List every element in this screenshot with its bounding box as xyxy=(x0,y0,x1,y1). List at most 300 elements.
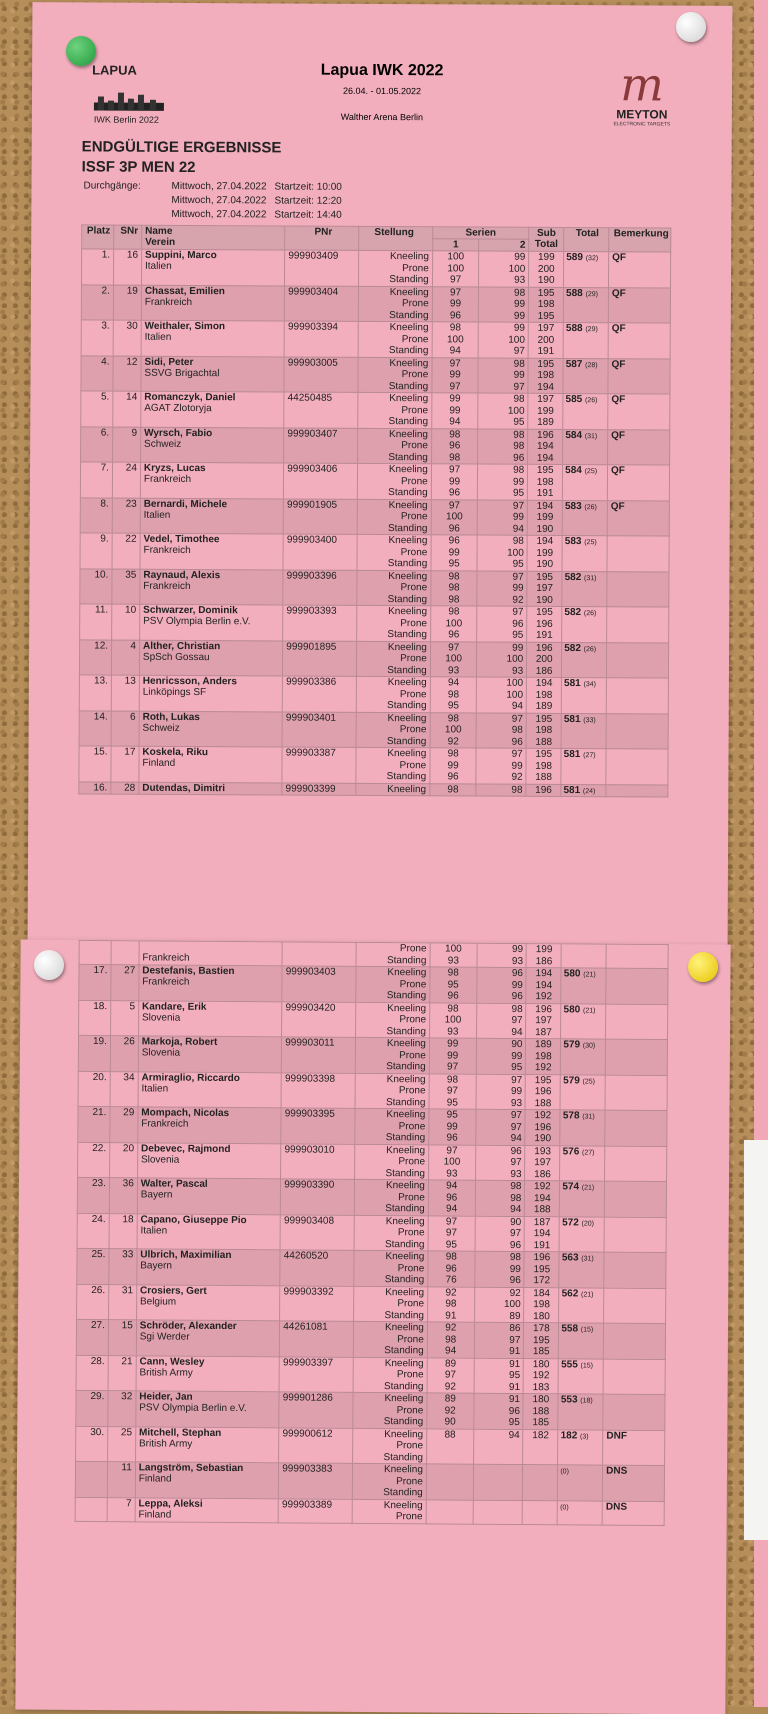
sub-value: 190 xyxy=(528,523,562,535)
cell-pnr: 999903393 xyxy=(283,605,357,641)
pos-value: Prone xyxy=(355,1120,425,1132)
cell-pos xyxy=(352,1499,426,1524)
cell-name xyxy=(135,1462,279,1499)
cell-s2 xyxy=(474,1358,524,1394)
pos-value: Kneeling xyxy=(357,748,427,760)
pos-value: Kneeling xyxy=(356,1038,426,1050)
table-row xyxy=(81,391,670,430)
s2-value: 100 xyxy=(477,654,523,666)
pos-value: Kneeling xyxy=(355,1215,425,1227)
pos-value: Standing xyxy=(356,990,426,1002)
s2-value: 93 xyxy=(477,955,523,967)
pos-value: Prone xyxy=(358,546,428,558)
athlete-club: Finland xyxy=(142,758,175,769)
cell-snr: 9 xyxy=(113,427,141,463)
cell-snr: 22 xyxy=(112,533,140,569)
cell-pos xyxy=(356,747,430,783)
s2-value: 89 xyxy=(475,1310,521,1322)
tens-count: (26) xyxy=(584,610,596,617)
pos-value: Prone xyxy=(357,943,427,955)
s1-value: 99 xyxy=(433,298,479,310)
sub-value: 194 xyxy=(525,1228,559,1240)
cell-name xyxy=(135,1426,279,1463)
athlete-club: Frankreich xyxy=(145,296,192,307)
cell-bemerkung xyxy=(603,1323,665,1359)
cell-bemerkung xyxy=(606,1004,668,1040)
total-value: 584 xyxy=(565,429,582,440)
cell-sub xyxy=(525,1110,560,1146)
s1-value: 98 xyxy=(430,1074,476,1086)
total-value: 589 xyxy=(566,252,583,263)
cell-snr: 31 xyxy=(108,1284,136,1320)
s1-value: 95 xyxy=(429,1109,475,1121)
athlete-club: SpSch Gossau xyxy=(143,651,210,662)
cell-s1 xyxy=(429,1073,476,1109)
cell-sub xyxy=(526,748,561,784)
pos-value: Prone xyxy=(354,1369,424,1381)
cell-s2 xyxy=(479,322,529,358)
cell-total xyxy=(558,1429,603,1465)
table-row xyxy=(79,1000,668,1040)
s2-value: 99 xyxy=(477,760,523,772)
cell-pos xyxy=(354,1179,428,1215)
cell-name xyxy=(141,249,284,285)
cell-bemerkung xyxy=(605,1146,667,1182)
cell-s1 xyxy=(427,1357,474,1393)
s1-value: 99 xyxy=(432,476,478,488)
pos-value: Prone xyxy=(357,724,427,736)
col-serie-2: 2 xyxy=(479,239,529,251)
cell-s1 xyxy=(426,1464,473,1500)
sub-value: 198 xyxy=(527,689,561,701)
table-row xyxy=(79,964,668,1004)
sub-value: 192 xyxy=(526,1110,560,1122)
cell-pos xyxy=(356,676,430,712)
s1-value: 76 xyxy=(428,1274,474,1286)
total-value: 588 xyxy=(566,287,583,298)
s1-value: 96 xyxy=(431,629,477,641)
cell-snr: 13 xyxy=(111,675,139,711)
cell-platz xyxy=(75,1461,107,1497)
athlete-club: Schweiz xyxy=(143,722,180,733)
s1-value: 98 xyxy=(431,689,477,701)
cell-s2 xyxy=(477,571,527,607)
total-value: 579 xyxy=(563,1075,580,1086)
s2-value: 99 xyxy=(478,476,524,488)
s2-value: 93 xyxy=(476,1168,522,1180)
pos-value: Prone xyxy=(359,262,429,274)
sub-value: 197 xyxy=(529,394,563,406)
cell-total xyxy=(560,1181,605,1217)
pass-day: Mittwoch, 27.04.2022 xyxy=(171,195,272,208)
athlete-name: Raynaud, Alexis xyxy=(143,569,220,580)
s2-value: 96 xyxy=(474,1405,520,1417)
cell-pnr: 999903401 xyxy=(282,711,356,747)
cell-sub xyxy=(528,322,563,358)
s2-value: 94 xyxy=(478,523,524,535)
s2-value: 92 xyxy=(478,594,524,606)
sub-value: 192 xyxy=(527,991,561,1003)
athlete-club: PSV Olympia Berlin e.V. xyxy=(143,616,251,628)
cell-s1 xyxy=(430,677,477,713)
pos-value: Prone xyxy=(357,653,427,665)
cell-sub xyxy=(526,713,561,749)
s2-value: 93 xyxy=(476,1097,522,1109)
cell-total xyxy=(563,429,608,465)
col-name xyxy=(142,225,285,250)
cell-platz: 10. xyxy=(80,568,112,604)
sub-value: 188 xyxy=(524,1406,558,1418)
cell-pnr xyxy=(282,942,356,967)
tens-count: (21) xyxy=(581,1291,594,1298)
athlete-name: Kryzs, Lucas xyxy=(144,463,206,474)
cell-pnr: 999903011 xyxy=(282,1037,356,1073)
pos-value: Prone xyxy=(353,1475,423,1487)
pos-value: Standing xyxy=(355,1203,425,1215)
athlete-name: Mompach, Nicolas xyxy=(141,1107,229,1119)
col-name-label: Name xyxy=(145,226,172,237)
tens-count: (26) xyxy=(584,646,596,653)
cell-s2 xyxy=(476,1074,526,1110)
cell-name xyxy=(141,285,284,321)
cell-platz: 6. xyxy=(81,426,113,462)
sub-value: 194 xyxy=(527,678,561,690)
cell-platz xyxy=(79,940,111,964)
s1-value: 99 xyxy=(432,405,478,417)
cell-pos xyxy=(357,499,431,535)
pos-value: Prone xyxy=(359,369,429,381)
cell-platz: 11. xyxy=(80,604,112,640)
cell-sub xyxy=(525,1145,560,1181)
s2-value: 98 xyxy=(479,358,525,370)
cell-platz: 9. xyxy=(80,533,112,569)
sub-value: 195 xyxy=(528,465,562,477)
cell-sub xyxy=(523,1465,558,1501)
cell-platz: 22. xyxy=(78,1142,110,1178)
sub-value: 189 xyxy=(527,701,561,713)
white-pushpin-icon xyxy=(34,950,64,980)
pos-value: Standing xyxy=(358,487,428,499)
pos-value: Prone xyxy=(357,617,427,629)
s1-value: 95 xyxy=(431,558,477,570)
cell-s2 xyxy=(476,784,526,797)
athlete-name: Schröder, Alexander xyxy=(140,1320,237,1332)
cell-s2 xyxy=(475,1145,525,1181)
pos-value: Standing xyxy=(357,954,427,966)
cell-pnr: 44250485 xyxy=(284,392,358,428)
pos-value: Kneeling xyxy=(356,1073,426,1085)
s2-value: 91 xyxy=(474,1381,520,1393)
total-value: 580 xyxy=(564,1004,581,1015)
pos-value: Standing xyxy=(359,309,429,321)
pos-value: Standing xyxy=(358,522,428,534)
s1-value: 98 xyxy=(431,582,477,594)
pos-value: Standing xyxy=(359,345,429,357)
table-row xyxy=(81,249,670,288)
cell-bemerkung xyxy=(606,749,668,785)
cell-total xyxy=(561,677,606,713)
sub-value: 197 xyxy=(528,583,562,595)
pass-day: Mittwoch, 27.04.2022 xyxy=(171,181,272,194)
cell-snr: 36 xyxy=(109,1178,137,1214)
cell-platz: 30. xyxy=(76,1426,108,1462)
cell-sub xyxy=(524,1287,559,1323)
s2-value: 97 xyxy=(476,1074,522,1086)
sub-value: 194 xyxy=(528,441,562,453)
s2-value: 96 xyxy=(475,1239,521,1251)
table-row xyxy=(78,1035,667,1075)
athlete-club: Frankreich xyxy=(142,976,189,987)
cell-snr: 5 xyxy=(110,1000,138,1036)
sub-value: 190 xyxy=(528,559,562,571)
pos-value: Prone xyxy=(358,440,428,452)
cell-s2 xyxy=(473,1500,523,1524)
sub-value: 199 xyxy=(529,405,563,417)
table-row xyxy=(79,781,668,797)
athlete-name: Langström, Sebastian xyxy=(139,1462,244,1474)
s1-value: 99 xyxy=(432,369,478,381)
s2-value: 86 xyxy=(475,1323,521,1335)
s1-value: 98 xyxy=(432,452,478,464)
athlete-name: Destefanis, Bastien xyxy=(142,965,234,977)
cell-platz: 14. xyxy=(79,710,111,746)
cell-pnr: 999903396 xyxy=(283,569,357,605)
cell-name xyxy=(139,711,282,747)
s2-value: 99 xyxy=(477,979,523,991)
col-snr: SNr xyxy=(114,225,142,249)
tens-count: (30) xyxy=(583,1042,596,1049)
cell-name xyxy=(139,746,282,782)
cell-total xyxy=(561,748,606,784)
results-table-page-1 xyxy=(78,224,671,797)
cell-pnr: 999903383 xyxy=(279,1463,353,1499)
event-dates: 26.04. - 01.05.2022 xyxy=(32,84,732,98)
s1-value: 100 xyxy=(431,511,477,523)
athlete-name: Henricsson, Anders xyxy=(143,676,237,687)
cell-total xyxy=(557,1500,602,1524)
pos-value: Kneeling xyxy=(358,499,428,511)
cell-pos xyxy=(357,534,431,570)
pos-value: Kneeling xyxy=(359,322,429,334)
sub-value: 196 xyxy=(528,429,562,441)
sub-value: 194 xyxy=(527,968,561,980)
pos-value: Prone xyxy=(354,1298,424,1310)
cell-bemerkung xyxy=(606,713,668,749)
cell-snr: 23 xyxy=(112,498,140,534)
cell-snr: 11 xyxy=(107,1462,135,1498)
s2-value: 99 xyxy=(479,310,525,322)
s2-value: 99 xyxy=(478,642,524,654)
athlete-club: Bayern xyxy=(141,1189,173,1200)
pass-start: Startzeit: 10:00 xyxy=(275,181,348,193)
pos-value: Standing xyxy=(358,416,428,428)
cell-total xyxy=(558,1394,603,1430)
tens-count: (20) xyxy=(582,1220,595,1227)
table-row xyxy=(81,426,670,465)
pos-value: Kneeling xyxy=(356,1109,426,1121)
meyton-subtitle: ELECTRONIC TARGETS xyxy=(602,121,682,127)
cell-bemerkung: QF xyxy=(608,287,670,323)
cell-platz: 12. xyxy=(79,639,111,675)
table-row xyxy=(76,1390,665,1430)
s2-value: 99 xyxy=(477,944,523,956)
athlete-name: Capano, Giuseppe Pio xyxy=(141,1214,247,1226)
total-value: 562 xyxy=(562,1288,579,1299)
sub-value: 190 xyxy=(528,594,562,606)
sub-value: 196 xyxy=(527,784,561,796)
pos-value: Standing xyxy=(354,1309,424,1321)
s2-value: 94 xyxy=(476,1133,522,1145)
cell-bemerkung xyxy=(607,536,669,572)
cell-pos xyxy=(358,286,432,322)
sub-value: 184 xyxy=(525,1288,559,1300)
sub-value: 188 xyxy=(527,736,561,748)
cell-s1 xyxy=(430,641,477,677)
cell-name xyxy=(141,391,284,427)
s2-value: 94 xyxy=(475,1204,521,1216)
pos-value: Kneeling xyxy=(357,570,427,582)
pos-value: Standing xyxy=(357,593,427,605)
cell-sub xyxy=(524,1358,559,1394)
s2-value: 96 xyxy=(479,452,525,464)
sub-value: 200 xyxy=(529,334,563,346)
total-value: 576 xyxy=(563,1146,580,1157)
s2-value: 98 xyxy=(477,725,523,737)
table-row xyxy=(77,1177,666,1217)
cell-snr: 7 xyxy=(107,1497,135,1521)
col-serie-1: 1 xyxy=(432,239,479,251)
cell-s2 xyxy=(478,429,528,465)
cell-s2 xyxy=(478,500,528,536)
tens-count: (0) xyxy=(560,1504,569,1511)
col-verein-label: Verein xyxy=(145,237,175,248)
col-pnr: PNr xyxy=(285,226,359,250)
athlete-club: Schweiz xyxy=(144,438,181,449)
sub-value: 190 xyxy=(529,275,563,287)
cell-total xyxy=(562,464,607,500)
cell-pos xyxy=(355,1073,429,1109)
cell-bemerkung xyxy=(604,1181,666,1217)
sub-value: 196 xyxy=(525,1252,559,1264)
cell-snr: 32 xyxy=(108,1391,136,1427)
cell-s2 xyxy=(475,1216,525,1252)
cell-name xyxy=(138,1071,282,1108)
s1-value: 95 xyxy=(431,700,477,712)
cell-platz: 15. xyxy=(79,746,111,782)
table-row xyxy=(78,1142,667,1182)
tens-count: (26) xyxy=(584,504,596,511)
tens-count: (3) xyxy=(580,1433,589,1440)
cell-pnr: 999901895 xyxy=(283,640,357,676)
cell-platz: 13. xyxy=(79,675,111,711)
cell-s2 xyxy=(476,1038,526,1074)
s1-value: 97 xyxy=(432,464,478,476)
cell-name xyxy=(137,1213,281,1250)
cell-pnr: 999903409 xyxy=(285,250,359,286)
s1-value: 98 xyxy=(430,967,476,979)
cell-sub xyxy=(526,968,561,1004)
s2-value: 98 xyxy=(476,1192,522,1204)
cell-s1 xyxy=(428,1144,475,1180)
cell-s1 xyxy=(427,1286,474,1322)
sub-value: 195 xyxy=(528,571,562,583)
total-value: 588 xyxy=(566,323,583,334)
sub-value: 198 xyxy=(528,476,562,488)
table-row xyxy=(75,1497,664,1525)
cell-total xyxy=(563,287,608,323)
cell-pos xyxy=(359,250,433,286)
pos-value: Prone xyxy=(355,1191,425,1203)
tens-count: (31) xyxy=(585,433,597,440)
s1-value: 94 xyxy=(429,1203,475,1215)
cell-sub xyxy=(528,358,563,394)
cell-bemerkung xyxy=(606,678,668,714)
sub-value: 186 xyxy=(526,1169,560,1181)
sub-value: 187 xyxy=(527,1027,561,1039)
cell-sub xyxy=(526,1074,561,1110)
cell-s2 xyxy=(474,1251,524,1287)
total-value: 555 xyxy=(561,1359,578,1370)
s1-value: 98 xyxy=(428,1251,474,1263)
s1-value: 96 xyxy=(429,1132,475,1144)
total-value: 558 xyxy=(561,1323,578,1334)
cell-pos xyxy=(354,1286,428,1322)
cell-s2 xyxy=(476,967,526,1003)
total-value: 585 xyxy=(565,394,582,405)
total-value: 582 xyxy=(564,642,581,653)
s1-value: 92 xyxy=(427,1405,473,1417)
white-pushpin-icon xyxy=(676,12,706,42)
s2-value: 99 xyxy=(479,299,525,311)
athlete-club: Frankreich xyxy=(144,474,191,485)
cell-snr: 20 xyxy=(109,1142,137,1178)
athlete-name: Ulbrich, Maximilian xyxy=(140,1249,231,1261)
table-row xyxy=(79,710,668,749)
cell-sub xyxy=(527,606,562,642)
total-value: 581 xyxy=(564,678,581,689)
col-total: Total xyxy=(564,227,609,251)
table-row xyxy=(81,355,670,394)
pos-value: Kneeling xyxy=(355,1251,425,1263)
pos-value: Kneeling xyxy=(358,428,428,440)
cell-s2 xyxy=(477,606,527,642)
athlete-club: Italien xyxy=(141,1083,168,1094)
s1-value: 96 xyxy=(430,990,476,1002)
cell-s2 xyxy=(473,1429,523,1465)
yellow-pushpin-icon xyxy=(688,952,718,982)
cell-snr xyxy=(111,941,139,965)
table-row xyxy=(80,462,669,501)
meyton-logo xyxy=(602,61,682,127)
cell-s1 xyxy=(431,535,478,571)
sub-value: 195 xyxy=(527,607,561,619)
cell-s1 xyxy=(430,967,477,1003)
pos-value: Prone xyxy=(358,404,428,416)
pos-value: Kneeling xyxy=(359,286,429,298)
cell-name xyxy=(135,1497,279,1522)
pass-start: Startzeit: 12:20 xyxy=(274,195,347,207)
sub-value: 199 xyxy=(527,944,561,956)
cell-sub xyxy=(526,784,561,797)
cell-bemerkung xyxy=(606,944,668,968)
s1-value: 92 xyxy=(428,1287,474,1299)
athlete-club: Italien xyxy=(140,1225,167,1236)
pos-value: Kneeling xyxy=(355,1144,425,1156)
athlete-name: Kandare, Erik xyxy=(142,1001,207,1012)
sub-value: 195 xyxy=(524,1335,558,1347)
s1-value: 98 xyxy=(430,713,476,725)
s1-value: 97 xyxy=(433,287,479,299)
